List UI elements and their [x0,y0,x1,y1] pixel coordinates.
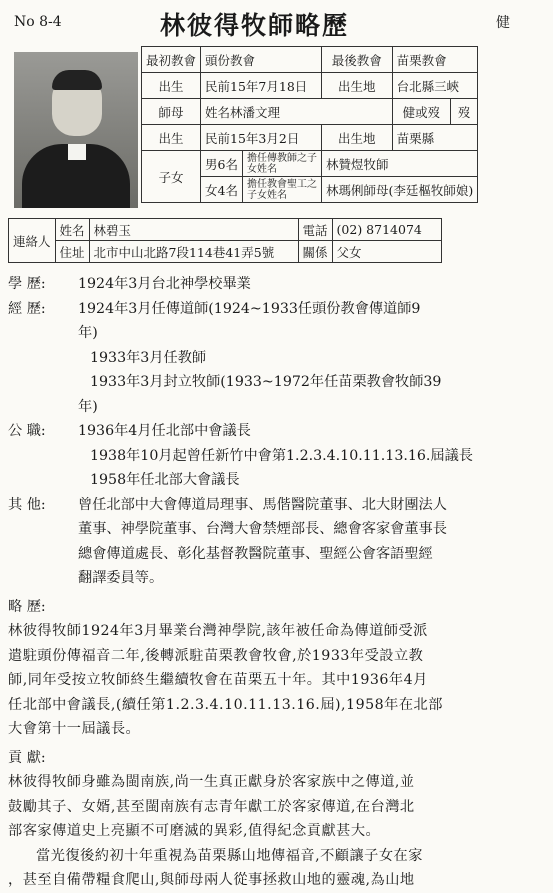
bio-line: 遣駐頭份傳福音二年,後轉派駐苗栗教會牧會,於1933年受設立教 [8,647,424,664]
contrib-line: 當光復後約初十年重視為苗栗縣山地傳福音,不顧讓子女在家 [36,847,423,864]
first-church: 頭份教會 [201,47,322,73]
born-date: 民前15年7月18日 [201,73,322,99]
children-label: 子女 [142,151,201,203]
birthplace-label: 出生地 [321,73,392,99]
public-label: 公 職: [8,423,46,439]
sons-count: 男6名 [201,151,243,177]
career-line: 1933年3月任教師 [90,349,207,366]
sons-pastor-label: 擔任傳教師之子女姓名 [242,151,321,177]
health-status: 健 [496,15,510,31]
contact-phone: (02) 8714074 [332,219,441,241]
other-line: 總會傳道處長、彰化基督教醫院董事、聖經公會客語聖經 [78,545,433,562]
bio-label: 略 歷: [8,598,46,615]
bio-line: 任北部中會議長,(續任第1.2.3.4.10.11.13.16.屆),1958年在北部 [8,696,443,713]
public-line: 1938年10月起曾任新竹中會第1.2.3.4.10.11.13.16.屆議長 [90,447,473,464]
bio-line: 師,同年受按立牧師終生繼續牧會在苗栗五十年。其中1936年4月 [8,672,428,688]
other-line: 曾任北部中大會傳道局理事、馬偕醫院董事、北大財團法人 [78,496,447,513]
education-label: 學 歷: [8,276,46,292]
career-line: 年) [78,325,98,341]
last-church: 苗栗教會 [392,47,478,73]
contact-name-label: 姓名 [55,219,89,241]
contrib-line: 林彼得牧師身雖為閩南族,尚一生真正獻身於客家族中之傳道,並 [8,774,415,790]
daughters-count: 女4名 [201,177,243,203]
contact-address: 北市中山北路7段114巷41弄5號 [89,241,298,263]
bio-line: 林彼得牧師1924年3月畢業台灣神學院,該年被任命為傳道師受派 [8,623,428,639]
wife-birthplace: 苗栗縣 [392,125,478,151]
alive-value: 歿 [451,99,478,125]
wife-label: 師母 [142,99,201,125]
contact-phone-label: 電話 [298,219,332,241]
daughters-work: 林瑪俐師母(李廷樞牧師娘) [321,177,477,203]
contact-rel-label: 關係 [298,241,332,263]
wife-name: 姓名林潘文理 [201,99,393,125]
contrib-label: 貢 獻: [8,749,46,766]
biography-body [8,272,548,893]
alive-label: 健或歿 [392,99,451,125]
contact-table [8,218,442,263]
portrait-photo [14,52,138,208]
career-label: 經 歷: [8,300,46,317]
last-church-label: 最後教會 [321,47,392,73]
contrib-line: ，甚至自備帶糧食爬山,與師母兩人從事拯救山地的靈魂,為山地 [8,872,415,888]
contact-relation: 父女 [332,241,441,263]
contact-name: 林碧玉 [89,219,298,241]
education-text: 1924年3月台北神學校畢業 [78,276,251,292]
contact-addr-label: 住址 [55,241,89,263]
contrib-line: 鼓勵其子、女婿,甚至閩南族有志青年獻工於客家傳道,在台灣北 [8,798,415,815]
career-line: 1933年3月封立牧師(1933~1972年任苗栗教會牧師39 [90,374,442,390]
wife-birthplace-label: 出生地 [321,125,392,151]
info-table [141,46,478,203]
public-line: 1936年4月任北部中會議長 [78,423,251,439]
daughters-work-label: 擔任教會聖工之子女姓名 [242,177,321,203]
document-number: No 8-4 [14,14,62,30]
first-church-label: 最初教會 [142,47,201,73]
contact-label: 連絡人 [9,219,56,263]
other-line: 翻譯委員等。 [78,570,164,586]
career-line: 年) [78,398,98,415]
wife-born-date: 民前15年3月2日 [201,125,322,151]
other-label: 其 他: [8,496,46,513]
bio-line: 大會第十一屆議長。 [8,721,141,737]
career-line: 1924年3月任傳道師(1924~1933任頭份教會傳道師9 [78,300,421,317]
page-title: 林彼得牧師略歷 [160,11,350,40]
contrib-line: 部客家傳道史上亮顯不可磨滅的異彩,值得紀念貢獻甚大。 [8,823,381,839]
birthplace: 台北縣三峽 [392,73,478,99]
born-label: 出生 [142,73,201,99]
sons-pastor: 林贊煜牧師 [321,151,477,177]
public-line: 1958年任北部大會議長 [90,472,240,488]
other-line: 董事、神學院董事、台灣大會禁煙部長、總會客家會董事長 [78,521,447,537]
wife-born-label: 出生 [142,125,201,151]
